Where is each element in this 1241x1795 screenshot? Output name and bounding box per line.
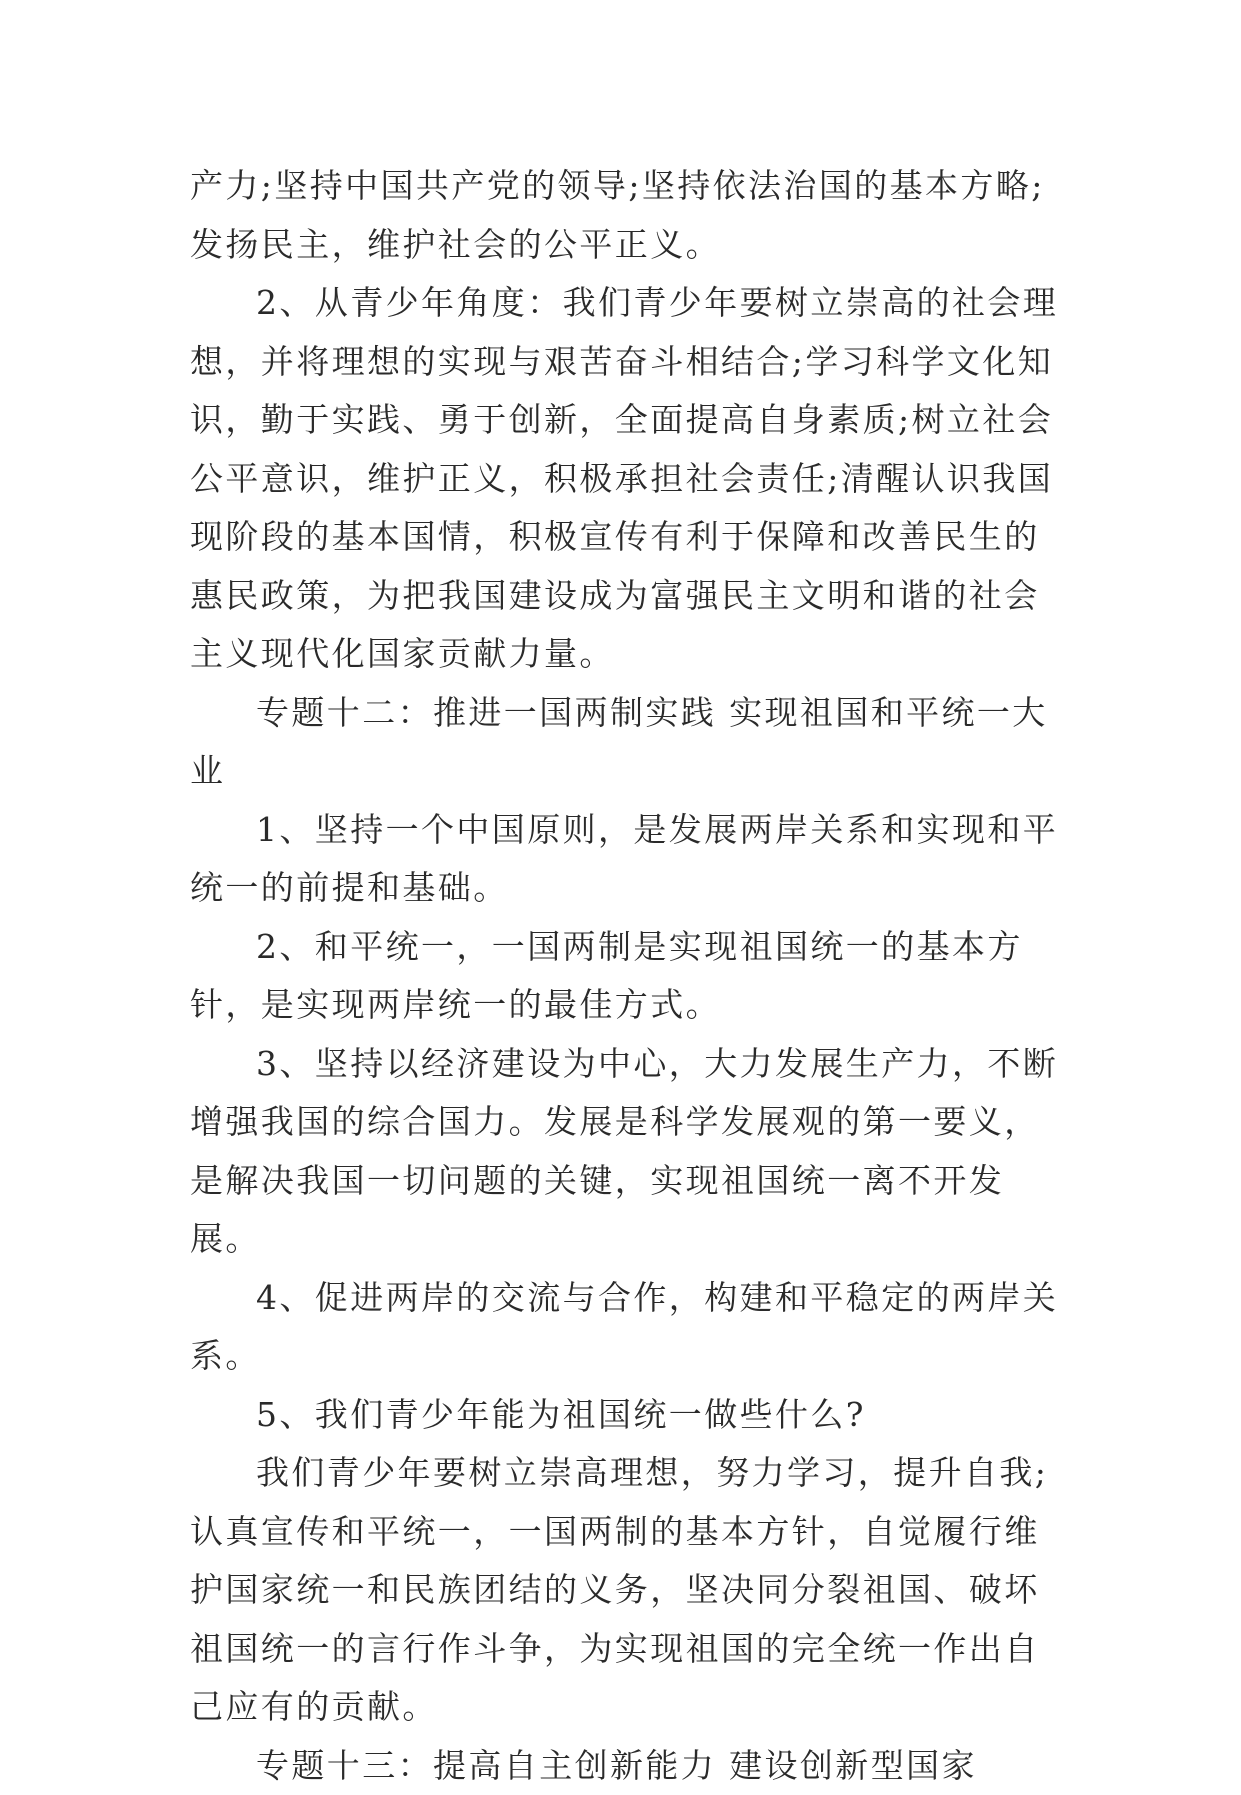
section-heading: 专题十三：提高自主创新能力 建设创新型国家 bbox=[190, 1737, 1070, 1795]
paragraph: 5、我们青少年能为祖国统一做些什么? bbox=[190, 1386, 1070, 1445]
paragraph: 3、坚持以经济建设为中心，大力发展生产力，不断增强我国的综合国力。发展是科学发展观的第一要义，是解决我国一切问题的关键，实现祖国统一离不开发展。 bbox=[190, 1035, 1070, 1269]
section-heading: 专题十二：推进一国两制实践 实现祖国和平统一大业 bbox=[190, 684, 1070, 801]
paragraph: 2、和平统一，一国两制是实现祖国统一的基本方针，是实现两岸统一的最佳方式。 bbox=[190, 918, 1070, 1035]
paragraph: 我们青少年要树立崇高理想，努力学习，提升自我;认真宣传和平统一，一国两制的基本方针，自觉履行维护国家统一和民族团结的义务，坚决同分裂祖国、破坏祖国统一的言行作斗争，为实现祖国的完全统一作出自己应有的贡献。 bbox=[190, 1444, 1070, 1737]
document-body bbox=[190, 157, 1070, 1795]
paragraph: 2、从青少年角度：我们青少年要树立崇高的社会理想，并将理想的实现与艰苦奋斗相结合;学习科学文化知识，勤于实践、勇于创新，全面提高自身素质;树立社会公平意识，维护正义，积极承担社会责任;清醒认识我国现阶段的基本国情，积极宣传有利于保障和改善民生的惠民政策，为把我国建设成为富强民主文明和谐的社会主义现代化国家贡献力量。 bbox=[190, 274, 1070, 684]
paragraph: 4、促进两岸的交流与合作，构建和平稳定的两岸关系。 bbox=[190, 1269, 1070, 1386]
paragraph: 产力;坚持中国共产党的领导;坚持依法治国的基本方略;发扬民主，维护社会的公平正义。 bbox=[190, 157, 1070, 274]
paragraph: 1、坚持一个中国原则，是发展两岸关系和实现和平统一的前提和基础。 bbox=[190, 801, 1070, 918]
